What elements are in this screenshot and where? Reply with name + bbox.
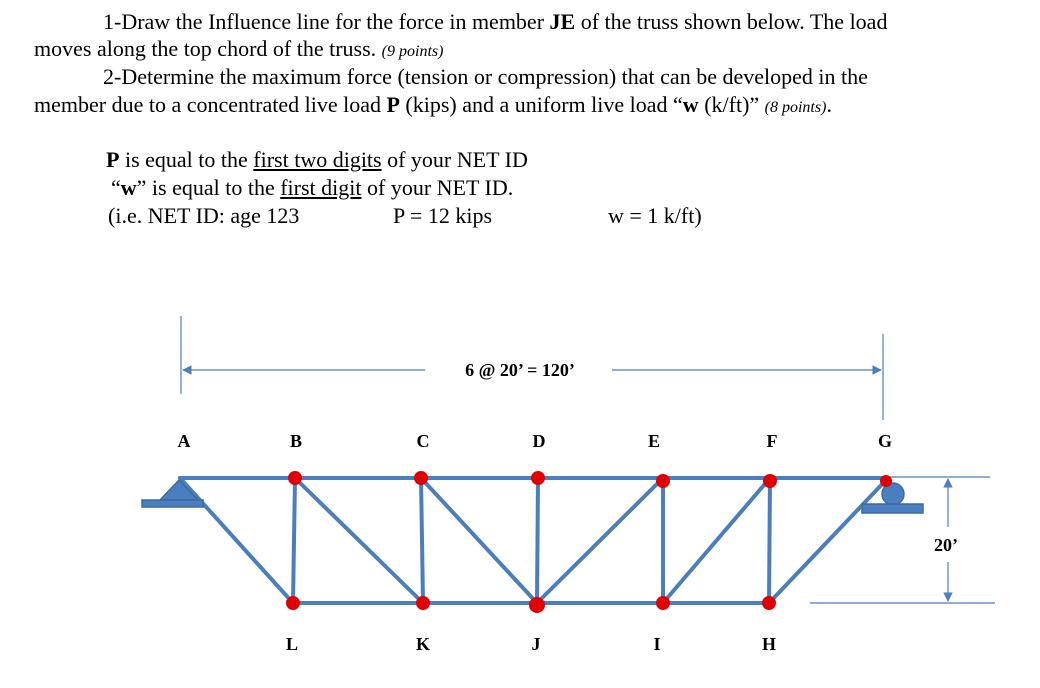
node-label-i: I	[653, 634, 661, 654]
node-label-k: K	[415, 634, 431, 654]
node-label-g: G	[877, 431, 893, 451]
param-w-open: “	[111, 175, 121, 200]
height-label: 20’	[934, 535, 958, 555]
joint-l	[286, 596, 300, 610]
member-label: JE	[549, 9, 576, 34]
line4-text-a: member due to a concentrated live load	[34, 92, 387, 117]
member-fh	[769, 478, 770, 603]
param-p-underline: first two digits	[253, 147, 382, 172]
joint-f	[763, 474, 777, 488]
line4-end: .	[826, 92, 832, 117]
joints	[286, 471, 892, 613]
param-p-symbol: P	[106, 147, 120, 172]
param-p-text-b: of your NET ID	[381, 147, 528, 172]
line3-text: 2-Determine the maximum force (tension or compression) that can be developed in the	[103, 64, 868, 89]
member-fi	[663, 478, 770, 603]
w-symbol: w	[682, 92, 699, 117]
member-ck	[421, 478, 423, 603]
joint-j	[529, 597, 545, 613]
joint-i	[656, 596, 670, 610]
line4-text-c: (k/ft)”	[698, 92, 765, 117]
p-symbol: P	[386, 92, 400, 117]
node-label-d: D	[532, 431, 546, 451]
param-w-underline: first digit	[280, 175, 362, 200]
member-al	[180, 478, 293, 603]
example-w: w = 1 k/ft)	[608, 203, 702, 228]
node-label-b: B	[289, 431, 303, 451]
param-w-text-b: of your NET ID.	[361, 175, 514, 200]
joint-d	[531, 471, 545, 485]
truss-members	[180, 478, 888, 603]
points-part1: (9 points)	[381, 43, 444, 60]
param-w-text-a: ” is equal to the	[136, 175, 281, 200]
node-label-e: E	[647, 431, 661, 451]
joint-c	[414, 471, 428, 485]
node-label-c: C	[416, 431, 430, 451]
line1-text-a: 1-Draw the Influence line for the force in member	[103, 9, 550, 34]
member-bk	[295, 478, 423, 603]
member-bl	[293, 478, 295, 603]
joint-g	[880, 475, 892, 487]
joint-k	[416, 596, 430, 610]
node-label-a: A	[177, 431, 191, 451]
example-p: P = 12 kips	[393, 203, 492, 228]
example-netid: (i.e. NET ID: age 123	[108, 203, 300, 228]
member-gh	[769, 478, 888, 603]
points-part2: (8 points)	[764, 99, 827, 116]
line1-text-b: of the truss shown below. The load	[575, 9, 888, 34]
member-je	[537, 478, 663, 603]
member-dj	[537, 478, 538, 603]
node-label-j: J	[531, 634, 541, 654]
param-w-symbol: w	[120, 175, 137, 200]
joint-e	[656, 474, 670, 488]
node-label-l: L	[285, 634, 299, 654]
line4-text-b: (kips) and a uniform live load “	[399, 92, 683, 117]
joint-h	[762, 596, 776, 610]
param-p-text-a: is equal to the	[119, 147, 254, 172]
span-label: 6 @ 20’ = 120’	[465, 360, 575, 380]
line2-text: moves along the top chord of the truss.	[34, 36, 382, 61]
joint-b	[288, 471, 302, 485]
node-label-f: F	[766, 431, 778, 451]
node-label-h: H	[761, 634, 777, 654]
member-cj	[421, 478, 537, 603]
